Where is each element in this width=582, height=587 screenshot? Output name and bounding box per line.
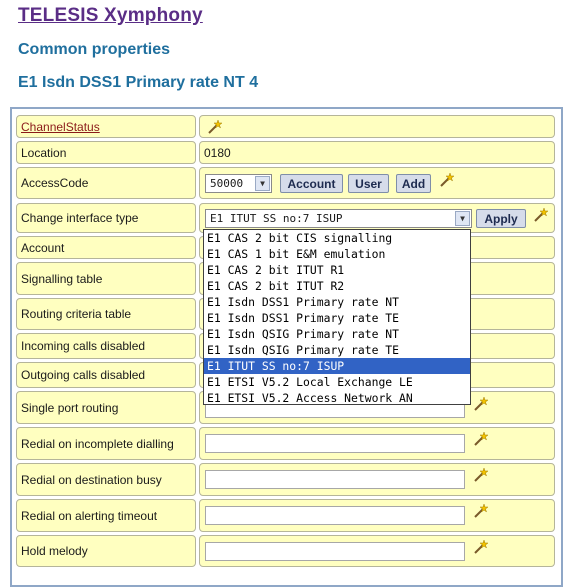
access-code-label: AccessCode — [21, 176, 89, 190]
redial-busy-value-cell — [199, 463, 555, 496]
dropdown-option[interactable]: E1 ITUT SS no:7 ISUP — [204, 358, 470, 374]
redial-incomplete-label-cell — [16, 427, 196, 460]
change-interface-label-cell — [16, 203, 196, 233]
dropdown-option[interactable]: E1 Isdn QSIG Primary rate TE — [207, 343, 400, 357]
access-code-label-cell — [16, 167, 196, 199]
account-button[interactable]: Account — [280, 174, 343, 193]
hold-melody-value-cell — [199, 535, 555, 567]
access-code-value-cell — [199, 167, 555, 199]
chevron-down-icon[interactable]: ▼ — [455, 211, 470, 226]
page-subtitle: E1 Isdn DSS1 Primary rate NT 4 — [18, 74, 259, 91]
interface-type-selected: E1 ITUT SS no:7 ISUP — [210, 212, 343, 225]
magic-wand-icon[interactable] — [438, 172, 456, 188]
interface-type-select[interactable] — [205, 209, 472, 228]
dropdown-option[interactable]: E1 Isdn DSS1 Primary rate TE — [207, 311, 400, 325]
channel-status-label-cell — [16, 115, 196, 138]
magic-wand-icon[interactable] — [532, 207, 550, 223]
location-label-cell — [16, 141, 196, 164]
signalling-table-label: Signalling table — [21, 271, 103, 286]
routing-criteria-label: Routing criteria table — [21, 307, 132, 321]
apply-button[interactable]: Apply — [476, 209, 526, 228]
magic-wand-icon[interactable] — [206, 119, 224, 135]
routing-criteria-label-cell — [16, 298, 196, 330]
dropdown-option[interactable]: E1 CAS 2 bit ITUT R2 — [207, 279, 345, 293]
single-port-routing-label-cell — [16, 391, 196, 424]
outgoing-calls-label-cell — [16, 362, 196, 388]
redial-incomplete-input[interactable] — [205, 434, 465, 453]
app-title[interactable]: TELESIS Xymphony — [18, 5, 203, 26]
dropdown-option[interactable]: E1 CAS 2 bit ITUT R1 — [207, 263, 345, 277]
user-button[interactable]: User — [348, 174, 389, 193]
location-label: Location — [21, 145, 67, 160]
redial-incomplete-label: Redial on incomplete dialling — [21, 436, 174, 451]
redial-busy-label: Redial on destination busy — [21, 472, 162, 487]
dropdown-option[interactable]: E1 Isdn QSIG Primary rate NT — [207, 327, 400, 341]
dropdown-option[interactable]: E1 ETSI V5.2 Access Network AN — [207, 391, 413, 405]
add-button[interactable]: Add — [396, 174, 431, 193]
redial-alerting-value-cell — [199, 499, 555, 532]
hold-melody-label: Hold melody — [21, 544, 88, 558]
redial-alerting-label-cell — [16, 499, 196, 532]
incoming-calls-label: Incoming calls disabled — [21, 339, 146, 353]
channel-status-value-cell — [199, 115, 555, 138]
redial-busy-input[interactable] — [205, 470, 465, 489]
chevron-down-icon[interactable]: ▼ — [255, 176, 270, 191]
magic-wand-icon[interactable] — [472, 539, 490, 555]
section-title: Common properties — [18, 41, 171, 58]
hold-melody-input[interactable] — [205, 542, 465, 561]
magic-wand-icon[interactable] — [472, 431, 490, 447]
outgoing-calls-label: Outgoing calls disabled — [21, 368, 146, 382]
magic-wand-icon[interactable] — [472, 396, 490, 412]
location-value: 0180 — [204, 145, 231, 160]
redial-busy-label-cell — [16, 463, 196, 496]
single-port-routing-label: Single port routing — [21, 400, 119, 415]
hold-melody-label-cell — [16, 535, 196, 567]
incoming-calls-label-cell — [16, 333, 196, 359]
redial-incomplete-value-cell — [199, 427, 555, 460]
interface-type-dropdown-list[interactable] — [203, 229, 471, 405]
redial-alerting-label: Redial on alerting timeout — [21, 508, 158, 523]
dropdown-option[interactable]: E1 CAS 2 bit CIS signalling — [207, 231, 393, 245]
access-code-select[interactable] — [205, 174, 272, 193]
redial-alerting-input[interactable] — [205, 506, 465, 525]
magic-wand-icon[interactable] — [472, 503, 490, 519]
change-interface-label: Change interface type — [21, 211, 139, 225]
access-code-selected: 50000 — [210, 177, 244, 190]
channel-status-link[interactable]: ChannelStatus — [21, 119, 100, 134]
location-value-cell — [199, 141, 555, 164]
dropdown-option[interactable]: E1 Isdn DSS1 Primary rate NT — [207, 295, 400, 309]
dropdown-option[interactable]: E1 ETSI V5.2 Local Exchange LE — [207, 375, 413, 389]
dropdown-option[interactable]: E1 CAS 1 bit E&M emulation — [207, 247, 386, 261]
signalling-table-label-cell — [16, 262, 196, 295]
account-label-cell — [16, 236, 196, 259]
account-label: Account — [21, 240, 65, 255]
magic-wand-icon[interactable] — [472, 467, 490, 483]
